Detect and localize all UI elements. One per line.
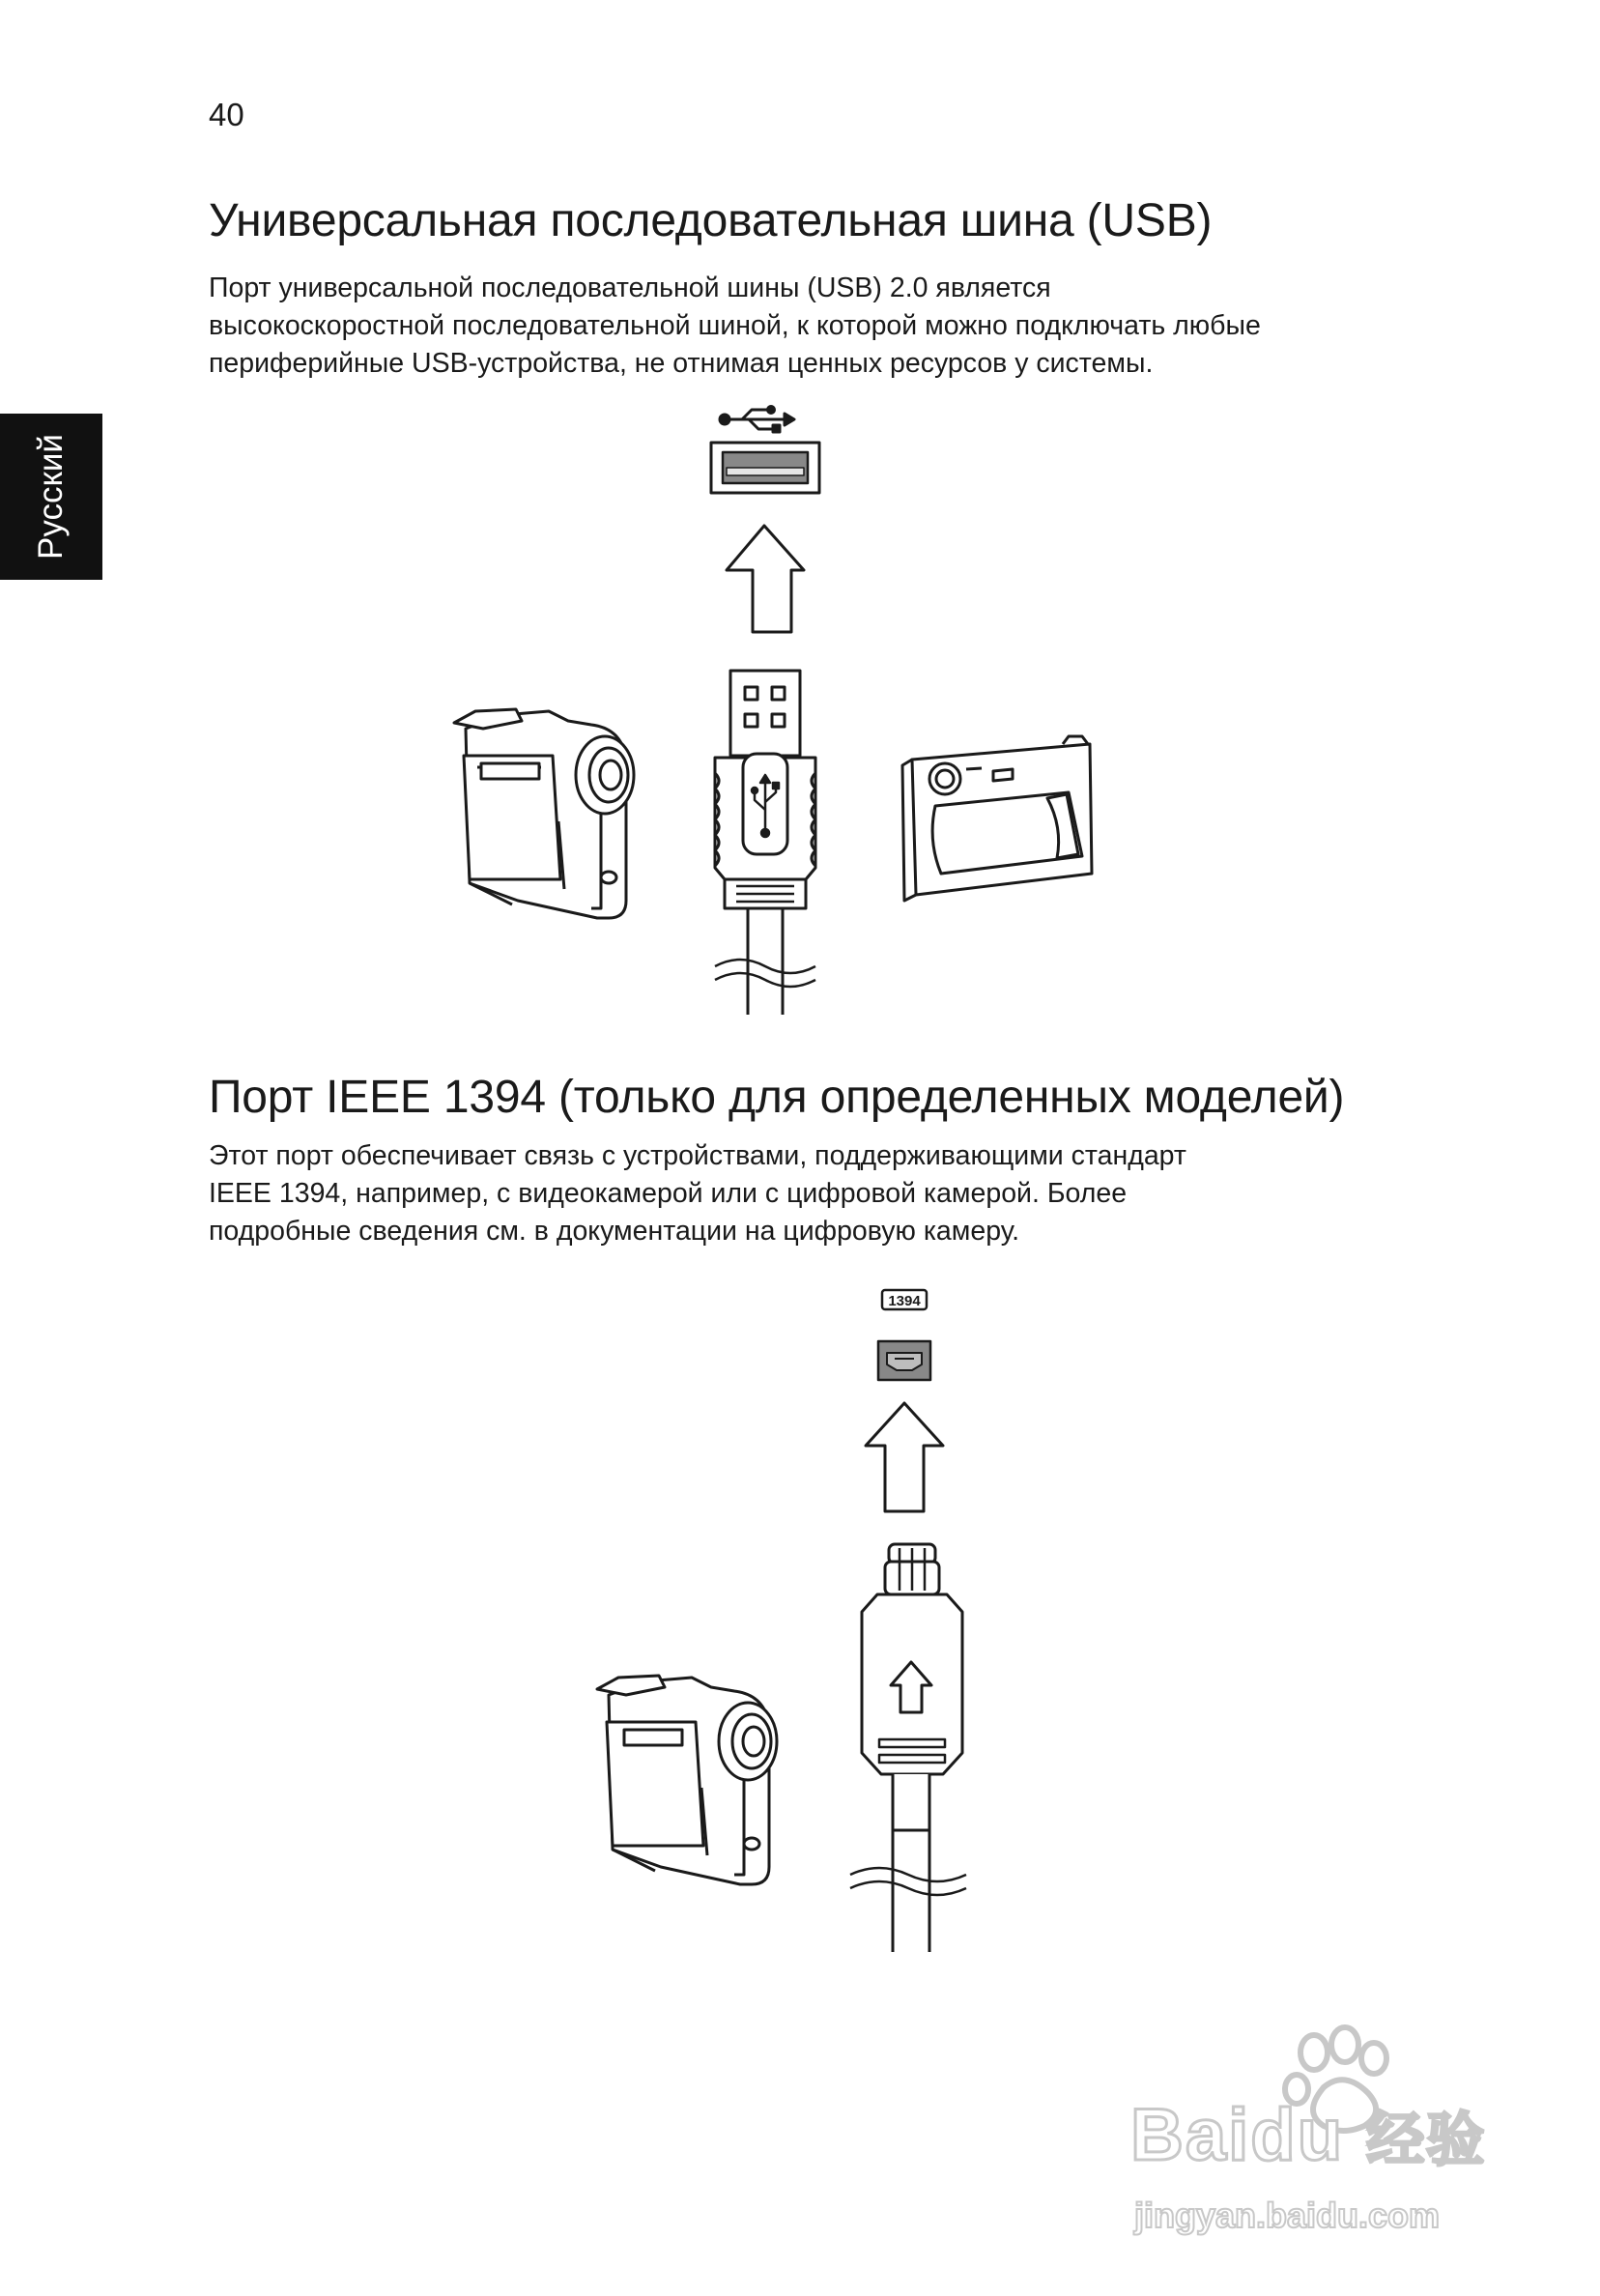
watermark-url: jingyan.baidu.com bbox=[1134, 2196, 1441, 2235]
usb-port-icon bbox=[711, 443, 819, 493]
ieee1394-port-label: 1394 bbox=[888, 1293, 921, 1309]
watermark-brand: Bai bbox=[1130, 2094, 1251, 2176]
up-arrow-icon bbox=[866, 1403, 943, 1511]
camcorder-icon bbox=[597, 1676, 777, 1884]
page-number: 40 bbox=[209, 97, 244, 132]
usb-paragraph-line-3: периферийные USB-устройства, не отнимая ценных ресурсов у системы. bbox=[209, 348, 1154, 379]
ieee1394-connector-icon bbox=[850, 1544, 966, 1952]
watermark-brand-2: du bbox=[1250, 2094, 1345, 2176]
section-heading-usb: Универсальная последовательная шина (USB) bbox=[209, 195, 1213, 246]
usb-connector-icon bbox=[715, 671, 815, 1015]
section-heading-ieee1394: Порт IEEE 1394 (только для определенных моделей) bbox=[209, 1072, 1345, 1123]
usb-paragraph-line-2: высокоскоростной последовательной шиной, к которой можно подключать любые bbox=[209, 310, 1261, 341]
usb-icon bbox=[720, 407, 794, 433]
ieee1394-paragraph-line-1: Этот порт обеспечивает связь с устройствами, поддерживающими стандарт bbox=[209, 1140, 1186, 1171]
ieee1394-figure bbox=[0, 1276, 1600, 1952]
watermark-chinese: 经验 bbox=[1366, 2107, 1487, 2174]
usb-figure bbox=[0, 396, 1600, 1015]
language-tab-label: Русский bbox=[32, 434, 70, 560]
ieee1394-port-label-box bbox=[882, 1290, 927, 1309]
ieee1394-port-icon bbox=[878, 1341, 930, 1380]
ieee1394-paragraph-line-2: IEEE 1394, например, с видеокамерой или с цифровой камерой. Более bbox=[209, 1178, 1128, 1209]
ieee1394-paragraph-line-3: подробные сведения см. в документации на цифровую камеру. bbox=[209, 1216, 1020, 1247]
usb-paragraph-line-1: Порт универсальной последовательной шины (USB) 2.0 является bbox=[209, 273, 1051, 303]
up-arrow-icon bbox=[727, 526, 804, 632]
digital-camera-icon bbox=[902, 736, 1092, 901]
camcorder-icon bbox=[454, 709, 634, 918]
baidu-jingyan-watermark bbox=[1130, 2029, 1517, 2261]
